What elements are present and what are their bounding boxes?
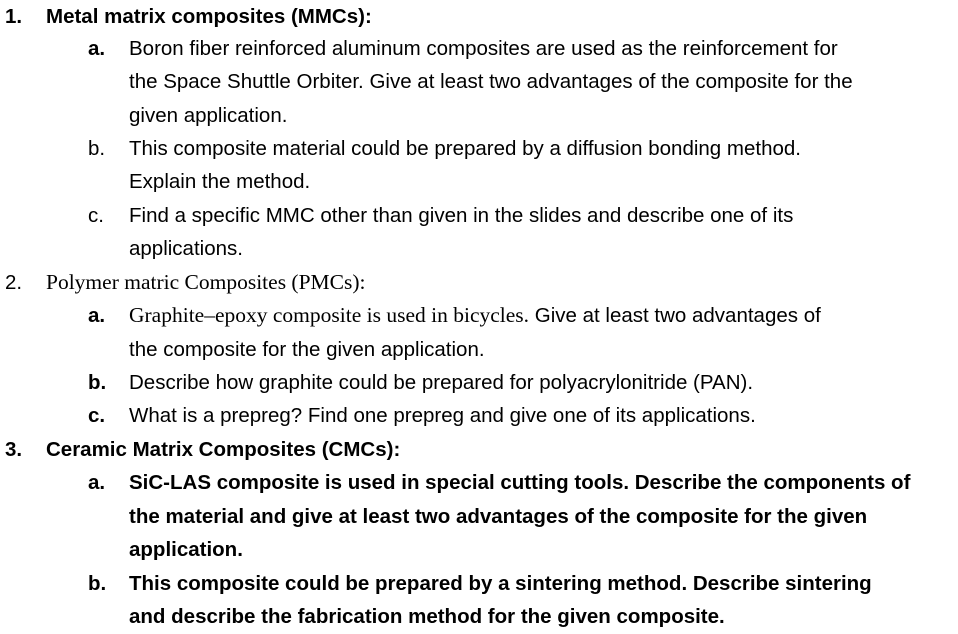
- sub-text-line: This composite material could be prepared by a diffusion bonding method.: [129, 137, 801, 160]
- sub-text-line: What is a prepreg? Find one prepreg and give one of its applications.: [129, 404, 756, 427]
- sub-text-line: Boron fiber reinforced aluminum composites are used as the reinforcement for: [129, 37, 838, 60]
- sub-letter: a.: [88, 471, 106, 494]
- sub-text-line: This composite could be prepared by a sintering method. Describe sintering: [129, 572, 872, 595]
- sub-text-line: Find a specific MMC other than given in the slides and describe one of its: [129, 204, 794, 227]
- sub-letter: c.: [88, 404, 106, 427]
- item-number: 1.: [5, 5, 23, 28]
- sub-text-line: the composite for the given application.: [129, 338, 485, 361]
- sub-text-line: Describe how graphite could be prepared for polyacrylonitride (PAN).: [129, 371, 754, 394]
- item-number: 2.: [5, 271, 23, 294]
- sub-letter: a.: [88, 304, 106, 327]
- rest-text: Give at least two advantages of: [529, 304, 821, 327]
- serif-text: Graphite–epoxy composite is used in bicycles.: [129, 303, 530, 327]
- sub-text-line: and describe the fabrication method for the given composite.: [129, 605, 725, 628]
- sub-text-line: given application.: [129, 104, 288, 127]
- sub-text-line: Explain the method.: [129, 170, 311, 193]
- sub-letter: b.: [88, 572, 107, 595]
- sub-letter: b.: [88, 371, 107, 394]
- sub-text-line: SiC-LAS composite is used in special cutting tools. Describe the components of: [129, 471, 911, 494]
- sub-letter: b.: [88, 137, 106, 160]
- sub-text-line: the material and give at least two advantages of the composite for the given: [129, 505, 868, 528]
- sub-text-line: applications.: [129, 237, 243, 260]
- item-title: Ceramic Matrix Composites (CMCs):: [46, 438, 401, 461]
- sub-text-line: the Space Shuttle Orbiter. Give at least two advantages of the composite for the: [129, 70, 853, 93]
- sub-text-line: [129, 299, 821, 332]
- sub-letter: c.: [88, 204, 104, 227]
- sub-letter: a.: [88, 37, 106, 60]
- item-title: Metal matrix composites (MMCs):: [46, 5, 372, 28]
- item-title: Polymer matric Composites (PMCs):: [46, 270, 366, 294]
- item-number: 3.: [5, 438, 23, 461]
- sub-text-line: application.: [129, 538, 243, 561]
